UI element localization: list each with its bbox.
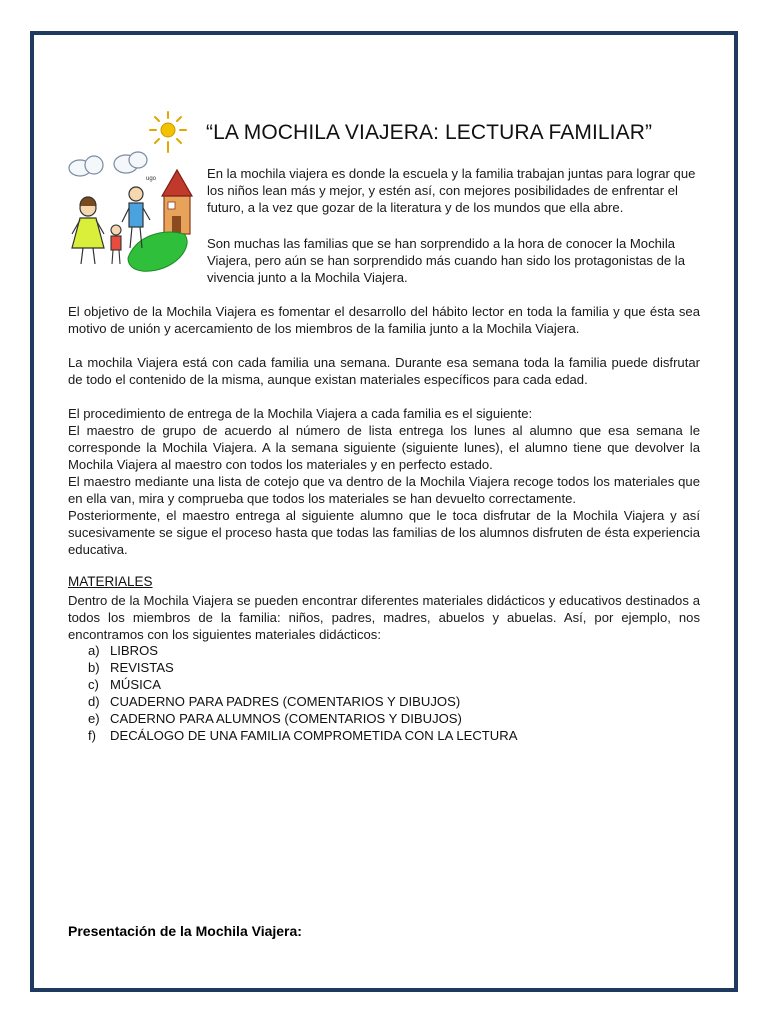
list-item-text: DECÁLOGO DE UNA FAMILIA COMPROMETIDA CON LA LECTURA (110, 728, 518, 743)
list-item (68, 693, 517, 710)
materials-heading: MATERIALES (68, 574, 153, 589)
mother-figure-icon (72, 197, 104, 264)
list-item-label: b) (88, 660, 100, 675)
list-item-label: d) (88, 694, 100, 709)
house-icon (162, 170, 192, 234)
intro-paragraph-2: Son muchas las familias que se han sorprendido a la hora de conocer la Mochila Viajera, pero aún se han sorprendido más cuando han sido los protagonistas de la vivencia junto a la Mochila Viajera. (207, 236, 685, 285)
list-item-label: c) (88, 677, 99, 692)
document-title: “LA MOCHILA VIAJERA: LECTURA FAMILIAR” (206, 121, 653, 144)
list-item (68, 676, 517, 693)
footer-heading: Presentación de la Mochila Viajera: (68, 923, 302, 939)
week-paragraph: La mochila Viajera está con cada familia una semana. Durante esa semana toda la familia puede disfrutar de todo el contenido de la misma, aunque existan materiales específicos para cada edad. (68, 355, 700, 387)
list-item-text: CUADERNO PARA PADRES (COMENTARIOS Y DIBUJOS) (110, 694, 461, 709)
grass-icon (128, 232, 187, 271)
list-item-text: MÚSICA (110, 677, 161, 692)
sun-icon (150, 112, 186, 152)
cloud-icon (69, 152, 147, 176)
list-item (68, 642, 517, 659)
procedure-step-2: El maestro mediante una lista de cotejo que va dentro de la Mochila Viajera recoge todos los materiales que en ella van, mira y comprueba que todos los materiales se han devuelto correctamente. (68, 474, 700, 506)
illustration-caption: ugo (146, 176, 157, 182)
objective-paragraph: El objetivo de la Mochila Viajera es fomentar el desarrollo del hábito lector en toda la familia y que ésta sea motivo de unión y acercamiento de los miembros de la familia junto a la Mochila Viajera. (68, 304, 700, 336)
list-item (68, 727, 517, 744)
materials-intro: Dentro de la Mochila Viajera se pueden encontrar diferentes materiales didácticos y educativos destinados a todos los miembros de la familia: niños, padres, madres, abuelos y abuelas. Así, por ejemplo, nos encontramos con los siguientes materiales didácticos: (68, 593, 700, 642)
procedure-step-1: El maestro de grupo de acuerdo al número de lista entrega los lunes al alumno que esa semana le corresponde la Mochila Viajera. A la semana siguiente (siguiente lunes), el alumno tiene que devolver la Mochila Viajera al maestro con todos los materiales y en perfecto estado. (68, 423, 700, 472)
family-illustration (66, 108, 196, 278)
list-item-label: a) (88, 643, 100, 658)
list-item-label: e) (88, 711, 100, 726)
procedure-step-3: Posteriormente, el maestro entrega al siguiente alumno que le toca disfrutar de la Mochila Viajera y así sucesivamente se sigue el proceso hasta que todas las familias de los alumnos disfruten de ésta experiencia educativa. (68, 508, 700, 557)
list-item-label: f) (88, 728, 96, 743)
list-item-text: REVISTAS (110, 660, 174, 675)
list-item (68, 710, 517, 727)
list-item-text: LIBROS (110, 643, 159, 658)
list-item (68, 659, 517, 676)
list-item-text: CADERNO PARA ALUMNOS (COMENTARIOS Y DIBUJOS) (110, 711, 462, 726)
intro-paragraph-1: En la mochila viajera es donde la escuela y la familia trabajan juntas para lograr que los niños lean más y mejor, y estén así, con mejores posibilidades de enfrentar el futuro, a la vez que gozar de la literatura y de los mundos que ella abre. (207, 166, 696, 215)
child-figure-icon (111, 225, 121, 264)
procedure-intro: El procedimiento de entrega de la Mochila Viajera a cada familia es el siguiente: (68, 406, 533, 421)
materials-list (68, 642, 517, 744)
